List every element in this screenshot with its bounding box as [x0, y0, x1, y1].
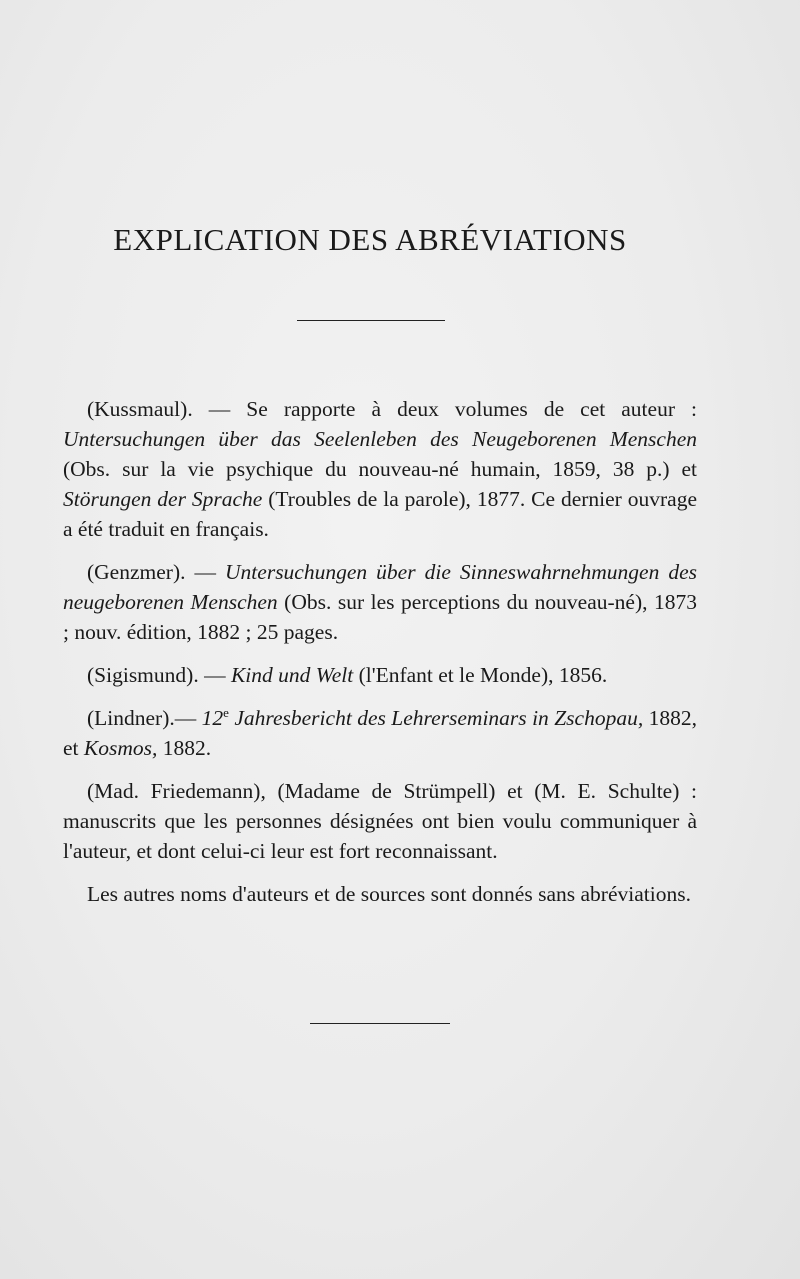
text-segment: Les autres noms d'auteurs et de sources sont donnés sans abréviations.	[87, 882, 691, 906]
text-segment: (Sigismund). —	[87, 663, 231, 687]
end-divider	[310, 1023, 450, 1024]
text-segment: (Genzmer). —	[87, 560, 226, 584]
entry-kussmaul	[63, 394, 697, 544]
text-segment: (l'Enfant et le Monde), 1856.	[353, 663, 608, 687]
text-segment: (Obs. sur la vie psychique du nouveau-né humain, 1859, 38 p.) et	[63, 457, 697, 481]
italic-title: Störungen der Sprache	[63, 487, 263, 511]
entry-other-sources	[63, 879, 697, 909]
italic-title: 12	[201, 706, 224, 730]
italic-title: Untersuchungen über die Sinneswahrnehmungen des neugeborenen Menschen	[63, 560, 698, 614]
italic-title: Kind und Welt	[230, 663, 354, 687]
text-segment: (Troubles de la parole), 1877. Ce dernier ouvrage a été traduit en français.	[63, 487, 697, 541]
text-segment: (Obs. sur les perceptions du nouveau-né), 1873 ; nouv. édition, 1882 ; 25 pages.	[63, 590, 697, 644]
entry-lindner	[63, 703, 697, 763]
text-segment: (Kussmaul). — Se rapporte à deux volumes de cet auteur :	[87, 397, 697, 421]
text-segment: e	[223, 704, 229, 720]
italic-title: Kosmos,	[83, 736, 158, 760]
text-segment: (Mad. Friedemann), (Madame de Strümpell) et (M. E. Schulte) : manuscrits que les personnes désignées ont bien voulu communiquer à l'auteur, et dont celui-ci leur est fort reconnaissant.	[63, 779, 697, 863]
entry-genzmer	[63, 557, 697, 647]
text-segment: 1882, et	[63, 706, 697, 760]
title-divider	[297, 320, 445, 321]
text-segment: 1882.	[157, 736, 212, 760]
page-title: EXPLICATION DES ABRÉVIATIONS	[113, 222, 627, 257]
entry-sigismund	[63, 660, 697, 690]
abbreviations-list	[63, 394, 697, 922]
text-segment: (Lindner).—	[87, 706, 202, 730]
entry-manuscripts	[63, 776, 697, 866]
italic-title: Untersuchungen über das Seelenleben des Neugeborenen Menschen	[63, 427, 697, 451]
italic-title: Jahresbericht des Lehrerseminars in Zschopau,	[228, 706, 644, 730]
